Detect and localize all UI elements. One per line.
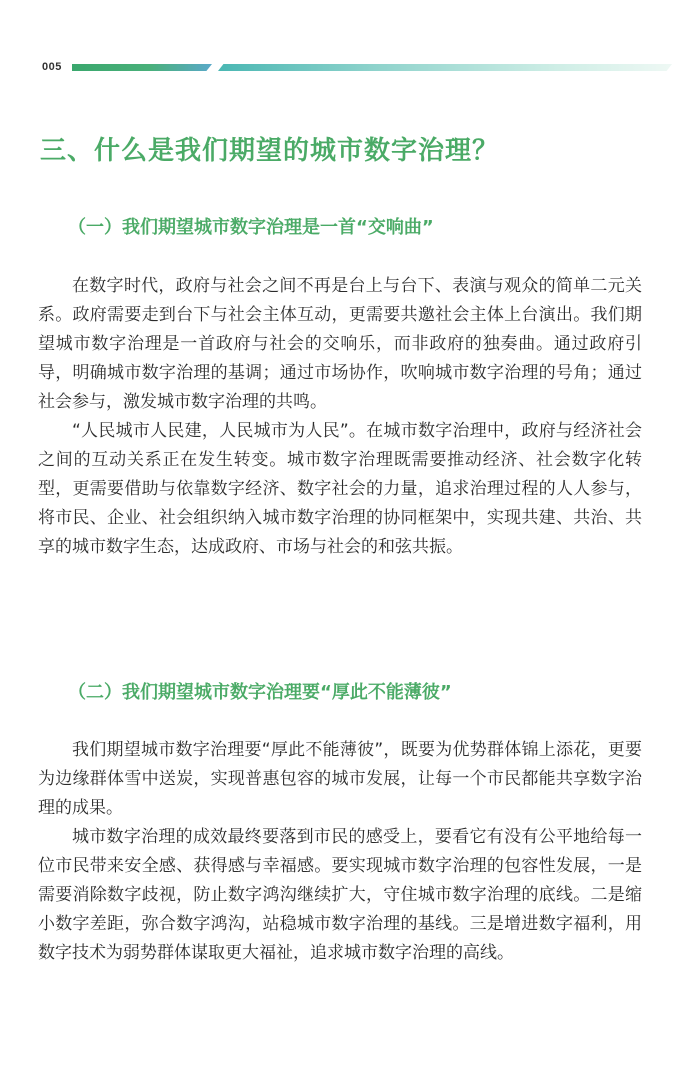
paragraph: 我们期望城市数字治理要“厚此不能薄彼”，既要为优势群体锦上添花，更要为边缘群体雪中送炭，实现普惠包容的城市发展，让每一个市民都能共享数字治理的成果。	[38, 740, 642, 818]
page-header	[42, 60, 632, 76]
subsection-2-body	[38, 736, 642, 968]
subsection-1-body	[38, 272, 642, 562]
header-stripe-green	[72, 64, 212, 71]
paragraph: “人民城市人民建，人民城市为人民”。在城市数字治理中，政府与经济社会之间的互动关系正在发生转变。城市数字治理既需要推动经济、社会数字化转型，更需要借助与依靠数字经济、数字社会的力量，追求治理过程的人人参与，将市民、企业、社会组织纳入城市数字治理的协同框架中，实现共建、共治、共享的城市数字生态，达成政府、市场与社会的和弦共振。	[38, 421, 642, 557]
paragraph: 城市数字治理的成效最终要落到市民的感受上，要看它有没有公平地给每一位市民带来安全感、获得感与幸福感。要实现城市数字治理的包容性发展，一是需要消除数字歧视，防止数字鸿沟继续扩大，守住城市数字治理的底线。二是缩小数字差距，弥合数字鸿沟，站稳城市数字治理的基线。三是增进数字福利，用数字技术为弱势群体谋取更大福祉，追求城市数字治理的高线。	[38, 827, 642, 963]
paragraph: 在数字时代，政府与社会之间不再是台上与台下、表演与观众的简单二元关系。政府需要走到台下与社会主体互动，更需要共邀社会主体上台演出。我们期望城市数字治理是一首政府与社会的交响乐，而非政府的独奏曲。通过政府引导，明确城市数字治理的基调；通过市场协作，吹响城市数字治理的号角；通过社会参与，激发城市数字治理的共鸣。	[38, 276, 642, 412]
subsection-title-2: （二）我们期望城市数字治理要“厚此不能薄彼”	[68, 682, 452, 703]
page-number: 005	[42, 61, 62, 73]
header-stripe-teal	[218, 64, 672, 71]
subsection-title-1: （一）我们期望城市数字治理是一首“交响曲”	[68, 217, 434, 238]
section-title: 三、什么是我们期望的城市数字治理？	[40, 136, 500, 166]
